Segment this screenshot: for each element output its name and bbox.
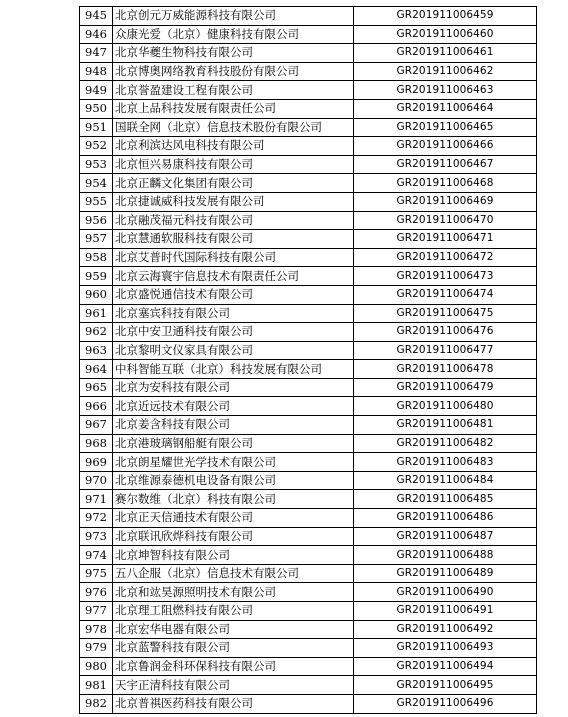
certificate-code-cell: GR201911006471 xyxy=(354,230,537,249)
table-body xyxy=(80,7,537,714)
table-row xyxy=(80,434,537,453)
certificate-code-cell: GR201911006485 xyxy=(354,490,537,509)
table-row xyxy=(80,304,537,323)
row-number-cell: 971 xyxy=(80,490,113,509)
certificate-code-cell: GR201911006491 xyxy=(354,602,537,621)
row-number-cell: 956 xyxy=(80,211,113,230)
company-name-cell: 北京正麟文化集团有限公司 xyxy=(113,174,354,193)
certificate-code-cell: GR201911006461 xyxy=(354,44,537,63)
certificate-code-cell: GR201911006489 xyxy=(354,564,537,583)
certificate-code-cell: GR201911006474 xyxy=(354,285,537,304)
certificate-code-cell: GR201911006473 xyxy=(354,267,537,286)
table-row xyxy=(80,211,537,230)
row-number-cell: 977 xyxy=(80,602,113,621)
row-number-cell: 982 xyxy=(80,694,113,713)
table-row xyxy=(80,155,537,174)
company-name-cell: 北京联讯欣烨科技有限公司 xyxy=(113,527,354,546)
row-number-cell: 946 xyxy=(80,25,113,44)
certificate-code-cell: GR201911006479 xyxy=(354,378,537,397)
enterprise-table xyxy=(79,6,537,714)
row-number-cell: 950 xyxy=(80,99,113,118)
table-row xyxy=(80,620,537,639)
table-row xyxy=(80,453,537,472)
company-name-cell: 北京为安科技有限公司 xyxy=(113,378,354,397)
certificate-code-cell: GR201911006481 xyxy=(354,416,537,435)
certificate-code-cell: GR201911006490 xyxy=(354,583,537,602)
table-row xyxy=(80,546,537,565)
certificate-code-cell: GR201911006464 xyxy=(354,99,537,118)
company-name-cell: 北京上品科技发展有限责任公司 xyxy=(113,99,354,118)
company-name-cell: 北京慧通软服科技有限公司 xyxy=(113,230,354,249)
company-name-cell: 北京融茂福元科技有限公司 xyxy=(113,211,354,230)
certificate-code-cell: GR201911006492 xyxy=(354,620,537,639)
table-row xyxy=(80,602,537,621)
table-row xyxy=(80,81,537,100)
company-name-cell: 五八企服（北京）信息技术有限公司 xyxy=(113,564,354,583)
certificate-code-cell: GR201911006466 xyxy=(354,137,537,156)
row-number-cell: 952 xyxy=(80,137,113,156)
table-row xyxy=(80,527,537,546)
certificate-code-cell: GR201911006477 xyxy=(354,341,537,360)
company-name-cell: 北京创元万威能源科技有限公司 xyxy=(113,7,354,26)
row-number-cell: 949 xyxy=(80,81,113,100)
table-row xyxy=(80,583,537,602)
row-number-cell: 979 xyxy=(80,639,113,658)
table-row xyxy=(80,7,537,26)
company-name-cell: 天宇正清科技有限公司 xyxy=(113,676,354,695)
certificate-code-cell: GR201911006486 xyxy=(354,509,537,528)
certificate-code-cell: GR201911006460 xyxy=(354,25,537,44)
row-number-cell: 948 xyxy=(80,62,113,81)
table-row xyxy=(80,137,537,156)
company-name-cell: 赛尔数维（北京）科技有限公司 xyxy=(113,490,354,509)
certificate-code-cell: GR201911006484 xyxy=(354,471,537,490)
table-row xyxy=(80,44,537,63)
row-number-cell: 967 xyxy=(80,416,113,435)
company-name-cell: 北京黎明文仪家具有限公司 xyxy=(113,341,354,360)
row-number-cell: 978 xyxy=(80,620,113,639)
row-number-cell: 980 xyxy=(80,657,113,676)
row-number-cell: 972 xyxy=(80,509,113,528)
certificate-code-cell: GR201911006487 xyxy=(354,527,537,546)
row-number-cell: 962 xyxy=(80,323,113,342)
row-number-cell: 951 xyxy=(80,118,113,137)
company-name-cell: 北京近远技术有限公司 xyxy=(113,397,354,416)
table-row xyxy=(80,230,537,249)
certificate-code-cell: GR201911006463 xyxy=(354,81,537,100)
table-row xyxy=(80,360,537,379)
certificate-code-cell: GR201911006496 xyxy=(354,694,537,713)
table-row xyxy=(80,248,537,267)
row-number-cell: 955 xyxy=(80,192,113,211)
company-name-cell: 北京捷诚威科技发展有限公司 xyxy=(113,192,354,211)
company-name-cell: 北京正天信通技术有限公司 xyxy=(113,509,354,528)
certificate-code-cell: GR201911006494 xyxy=(354,657,537,676)
table-row xyxy=(80,397,537,416)
table-row xyxy=(80,490,537,509)
row-number-cell: 963 xyxy=(80,341,113,360)
row-number-cell: 954 xyxy=(80,174,113,193)
company-name-cell: 北京利滨达风电科技有限公司 xyxy=(113,137,354,156)
table-row xyxy=(80,99,537,118)
table-row xyxy=(80,174,537,193)
row-number-cell: 973 xyxy=(80,527,113,546)
company-name-cell: 北京维源泰德机电设备有限公司 xyxy=(113,471,354,490)
row-number-cell: 970 xyxy=(80,471,113,490)
certificate-code-cell: GR201911006468 xyxy=(354,174,537,193)
company-name-cell: 北京姜含科技有限公司 xyxy=(113,416,354,435)
certificate-code-cell: GR201911006465 xyxy=(354,118,537,137)
company-name-cell: 北京理工阻燃科技有限公司 xyxy=(113,602,354,621)
row-number-cell: 974 xyxy=(80,546,113,565)
company-name-cell: 众康光爱（北京）健康科技有限公司 xyxy=(113,25,354,44)
company-name-cell: 北京港玻璃钢船艇有限公司 xyxy=(113,434,354,453)
row-number-cell: 960 xyxy=(80,285,113,304)
row-number-cell: 947 xyxy=(80,44,113,63)
certificate-code-cell: GR201911006459 xyxy=(354,7,537,26)
row-number-cell: 981 xyxy=(80,676,113,695)
table-row xyxy=(80,471,537,490)
table-row xyxy=(80,323,537,342)
company-name-cell: 北京鲁润金科环保科技有限公司 xyxy=(113,657,354,676)
row-number-cell: 959 xyxy=(80,267,113,286)
certificate-code-cell: GR201911006480 xyxy=(354,397,537,416)
certificate-code-cell: GR201911006469 xyxy=(354,192,537,211)
table-row xyxy=(80,267,537,286)
table-row xyxy=(80,118,537,137)
certificate-code-cell: GR201911006478 xyxy=(354,360,537,379)
company-name-cell: 北京宏华电器有限公司 xyxy=(113,620,354,639)
company-name-cell: 北京朗星耀世光学技术有限公司 xyxy=(113,453,354,472)
row-number-cell: 957 xyxy=(80,230,113,249)
company-name-cell: 北京中安卫通科技有限公司 xyxy=(113,323,354,342)
certificate-code-cell: GR201911006495 xyxy=(354,676,537,695)
certificate-code-cell: GR201911006482 xyxy=(354,434,537,453)
certificate-code-cell: GR201911006483 xyxy=(354,453,537,472)
company-name-cell: 北京博奥网络教育科技股份有限公司 xyxy=(113,62,354,81)
row-number-cell: 975 xyxy=(80,564,113,583)
table-row xyxy=(80,341,537,360)
table-row xyxy=(80,285,537,304)
certificate-code-cell: GR201911006472 xyxy=(354,248,537,267)
company-name-cell: 北京华夔生物科技有限公司 xyxy=(113,44,354,63)
table-row xyxy=(80,676,537,695)
row-number-cell: 945 xyxy=(80,7,113,26)
row-number-cell: 966 xyxy=(80,397,113,416)
company-name-cell: 北京普祺医药科技有限公司 xyxy=(113,694,354,713)
row-number-cell: 968 xyxy=(80,434,113,453)
certificate-code-cell: GR201911006476 xyxy=(354,323,537,342)
table-row xyxy=(80,657,537,676)
table-row xyxy=(80,192,537,211)
company-name-cell: 北京盛悦通信技术有限公司 xyxy=(113,285,354,304)
certificate-code-cell: GR201911006467 xyxy=(354,155,537,174)
company-name-cell: 中科智能互联（北京）科技发展有限公司 xyxy=(113,360,354,379)
company-name-cell: 北京恒兴易康科技有限公司 xyxy=(113,155,354,174)
row-number-cell: 958 xyxy=(80,248,113,267)
row-number-cell: 964 xyxy=(80,360,113,379)
table-row xyxy=(80,564,537,583)
company-name-cell: 北京誉盈建设工程有限公司 xyxy=(113,81,354,100)
company-name-cell: 北京云海寰宇信息技术有限责任公司 xyxy=(113,267,354,286)
table-row xyxy=(80,639,537,658)
table-row xyxy=(80,416,537,435)
table-row xyxy=(80,62,537,81)
row-number-cell: 969 xyxy=(80,453,113,472)
row-number-cell: 953 xyxy=(80,155,113,174)
certificate-code-cell: GR201911006475 xyxy=(354,304,537,323)
company-name-cell: 北京塞宾科技有限公司 xyxy=(113,304,354,323)
company-name-cell: 北京艾普时代国际科技有限公司 xyxy=(113,248,354,267)
company-name-cell: 国联全网（北京）信息技术股份有限公司 xyxy=(113,118,354,137)
row-number-cell: 961 xyxy=(80,304,113,323)
row-number-cell: 976 xyxy=(80,583,113,602)
certificate-code-cell: GR201911006488 xyxy=(354,546,537,565)
company-name-cell: 北京蓝警科技有限公司 xyxy=(113,639,354,658)
table-row xyxy=(80,694,537,713)
certificate-code-cell: GR201911006493 xyxy=(354,639,537,658)
row-number-cell: 965 xyxy=(80,378,113,397)
company-name-cell: 北京坤智科技有限公司 xyxy=(113,546,354,565)
table-row xyxy=(80,25,537,44)
table-row xyxy=(80,509,537,528)
table-row xyxy=(80,378,537,397)
certificate-code-cell: GR201911006462 xyxy=(354,62,537,81)
company-name-cell: 北京和竑昊源照明技术有限公司 xyxy=(113,583,354,602)
certificate-code-cell: GR201911006470 xyxy=(354,211,537,230)
